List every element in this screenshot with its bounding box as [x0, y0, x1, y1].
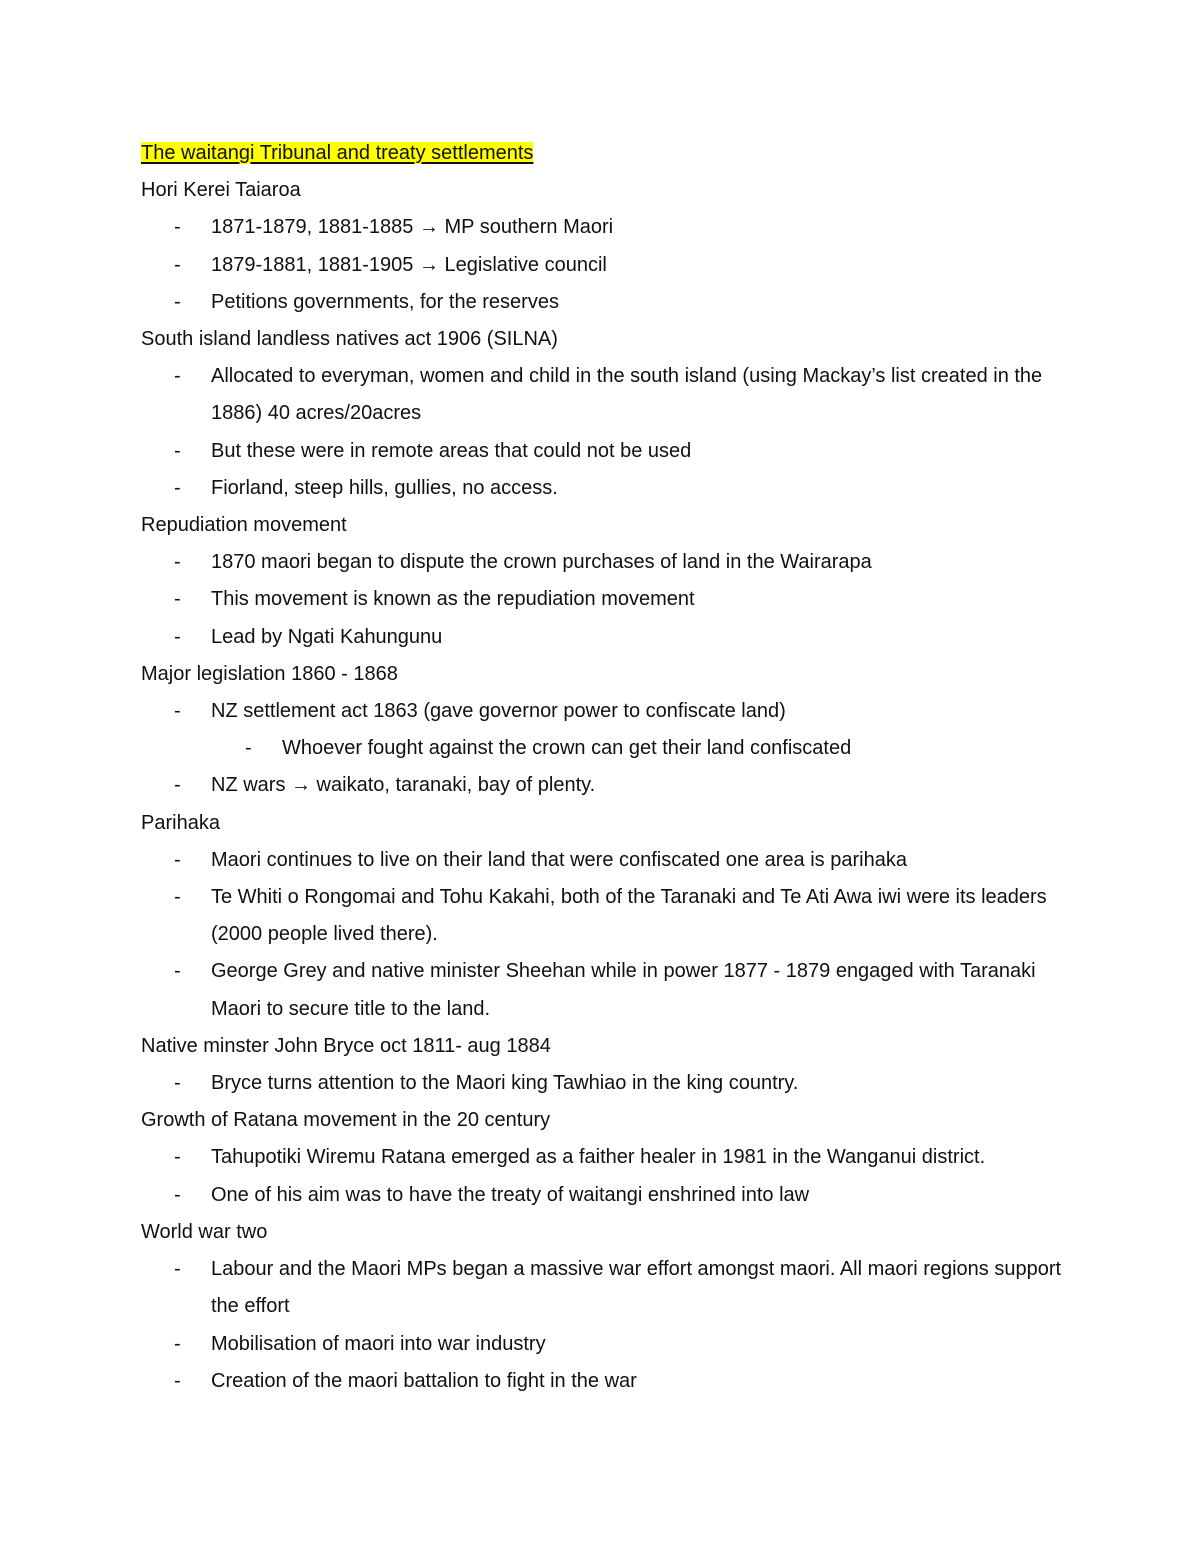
bullet-dash: -: [174, 216, 181, 239]
bullet-dash: -: [174, 476, 181, 499]
bullet-item: [141, 544, 1071, 581]
bullet-item: [141, 953, 1071, 1027]
section-heading: Parihaka: [141, 811, 220, 834]
bullet-dash: -: [174, 625, 181, 648]
bullet-dash: -: [174, 365, 181, 388]
sub-bullet-item: [141, 730, 1071, 767]
bullet-text: Mobilisation of maori into war industry: [211, 1332, 546, 1355]
bullet-text: Lead by Ngati Kahungunu: [211, 625, 443, 648]
bullet-text: Labour and the Maori MPs began a massive war effort amongst maori. All maori regions support the effort: [211, 1258, 1062, 1318]
bullet-text: 1870 maori began to dispute the crown purchases of land in the Wairarapa: [211, 551, 872, 574]
bullet-item: [141, 581, 1071, 618]
bullet-text: Maori continues to live on their land that were confiscated one area is parihaka: [211, 848, 907, 871]
section-heading: World war two: [141, 1220, 268, 1243]
bullet-text: This movement is known as the repudiation movement: [211, 588, 695, 611]
bullet-item: [141, 247, 1071, 284]
bullet-item: [141, 433, 1071, 470]
bullet-text: 1879-1881, 1881-1905 → Legislative council: [211, 253, 607, 276]
document-body: [141, 135, 1071, 1400]
bullet-item: [141, 1139, 1071, 1176]
bullet-text: Bryce turns attention to the Maori king Tawhiao in the king country.: [211, 1072, 799, 1095]
bullet-text: 1871-1879, 1881-1885 → MP southern Maori: [211, 216, 614, 239]
bullet-item: [141, 879, 1071, 953]
bullet-text: NZ wars → waikato, taranaki, bay of plenty.: [211, 774, 596, 797]
bullet-dash: -: [174, 1072, 181, 1095]
bullet-item: [141, 1065, 1071, 1102]
section-heading: Repudiation movement: [141, 514, 347, 537]
bullet-dash: -: [174, 439, 181, 462]
bullet-text: George Grey and native minister Sheehan while in power 1877 - 1879 engaged with Taranaki Maori to secure title to the land.: [211, 960, 1036, 1020]
bullet-text: Tahupotiki Wiremu Ratana emerged as a faither healer in 1981 in the Wanganui district.: [211, 1146, 986, 1169]
bullet-item: [141, 1177, 1071, 1214]
bullet-dash: -: [174, 700, 181, 723]
bullet-dash: -: [174, 551, 181, 574]
bullet-item: [141, 470, 1071, 507]
bullet-text: Whoever fought against the crown can get their land confiscated: [282, 737, 852, 760]
bullet-dash: -: [174, 774, 181, 797]
bullet-text: Fiorland, steep hills, gullies, no access.: [211, 476, 558, 499]
bullet-text: Creation of the maori battalion to fight in the war: [211, 1369, 637, 1392]
bullet-dash: -: [174, 1369, 181, 1392]
bullet-item: [141, 209, 1071, 246]
bullet-text: NZ settlement act 1863 (gave governor power to confiscate land): [211, 700, 786, 723]
bullet-text: Petitions governments, for the reserves: [211, 290, 559, 313]
bullet-item: [141, 1326, 1071, 1363]
bullet-dash: -: [174, 1146, 181, 1169]
bullet-item: [141, 842, 1071, 879]
bullet-dash: -: [174, 848, 181, 871]
title-line: [141, 135, 1071, 172]
bullet-dash: -: [174, 290, 181, 313]
bullet-text: Allocated to everyman, women and child in the south island (using Mackay’s list created in the 1886) 40 acres/20acres: [211, 365, 1043, 425]
bullet-dash: -: [174, 588, 181, 611]
bullet-dash: -: [245, 737, 252, 760]
bullet-dash: -: [174, 886, 181, 909]
section-heading: Native minster John Bryce oct 1811- aug 1884: [141, 1034, 551, 1057]
bullet-dash: -: [174, 960, 181, 983]
bullet-item: [141, 767, 1071, 804]
bullet-item: [141, 1363, 1071, 1400]
bullet-dash: -: [174, 1332, 181, 1355]
section-heading: Growth of Ratana movement in the 20 century: [141, 1109, 551, 1132]
bullet-text: But these were in remote areas that could not be used: [211, 439, 692, 462]
bullet-item: [141, 693, 1071, 730]
bullet-dash: -: [174, 253, 181, 276]
bullet-item: [141, 358, 1071, 432]
bullet-item: [141, 619, 1071, 656]
section-heading: South island landless natives act 1906 (SILNA): [141, 328, 558, 351]
section-heading: Major legislation 1860 - 1868: [141, 662, 398, 685]
document-title: The waitangi Tribunal and treaty settlements: [141, 142, 534, 164]
bullet-text: One of his aim was to have the treaty of waitangi enshrined into law: [211, 1183, 810, 1206]
bullet-dash: -: [174, 1183, 181, 1206]
bullet-item: [141, 1251, 1071, 1325]
bullet-text: Te Whiti o Rongomai and Tohu Kakahi, both of the Taranaki and Te Ati Awa iwi were its leaders (2000 people lived there).: [211, 886, 1047, 946]
bullet-item: [141, 284, 1071, 321]
bullet-dash: -: [174, 1258, 181, 1281]
section-heading: Hori Kerei Taiaroa: [141, 179, 301, 202]
